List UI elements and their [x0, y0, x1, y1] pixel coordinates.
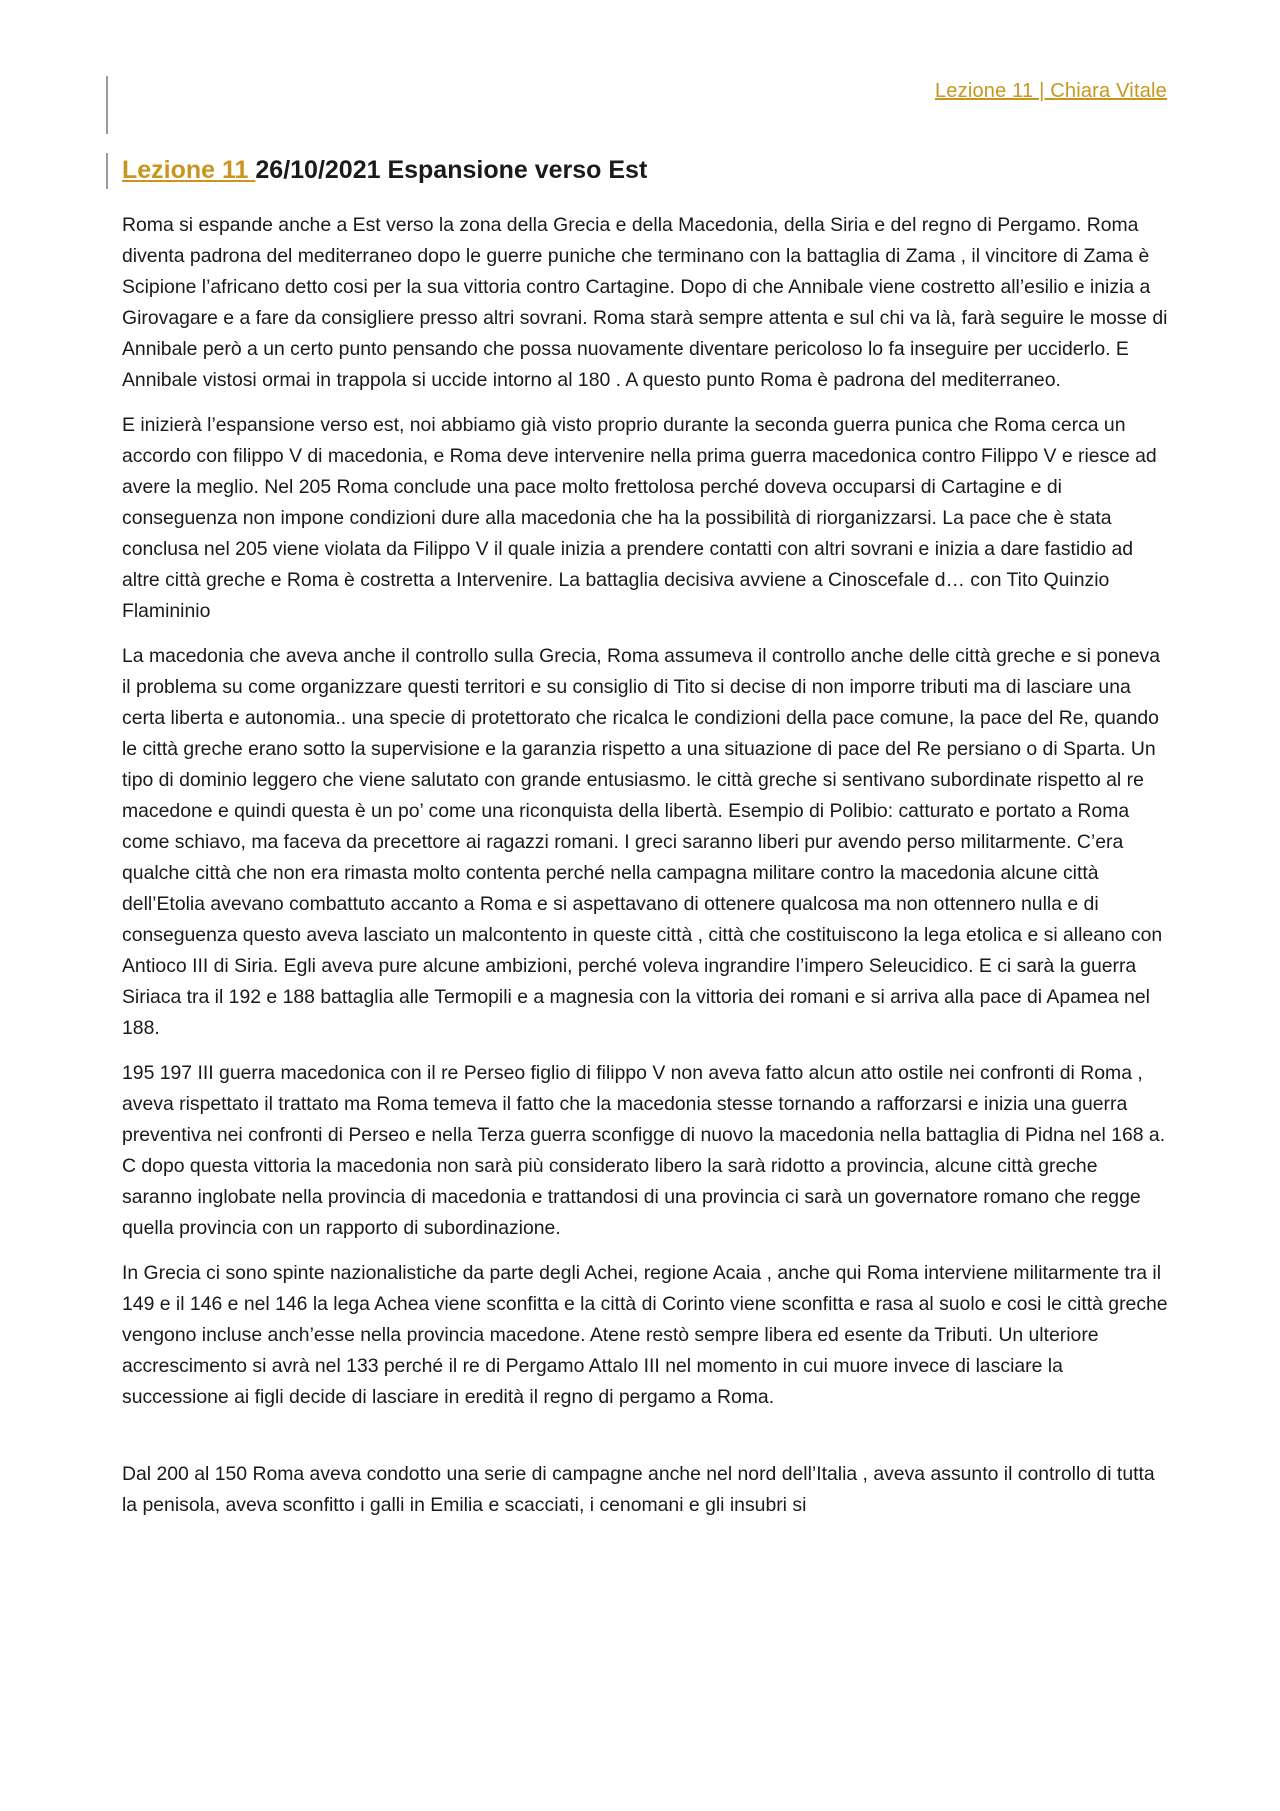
paragraph: In Grecia ci sono spinte nazionalistiche da parte degli Achei, regione Acaia , anche qui Roma interviene militarmente tra il 149 e il 146 e nel 146 la lega Achea viene sconfitta e la città di Corinto viene sconfitta e rasa al suolo e cosi le città greche vengono incluse anch’esse nella provincia macedone. Atene restò sempre libera ed esente da Tributi. Un ulteriore accrescimento si avrà nel 133 perché il re di Pergamo Attalo III nel momento in cui muore invece di lasciare la successione ai figli decide di lasciare in eredità il regno di pergamo a Roma. [122, 1262, 1168, 1408]
paragraph: La macedonia che aveva anche il controllo sulla Grecia, Roma assumeva il controllo anche delle città greche e si poneva il problema su come organizzare questi territori e su consiglio di Tito si decise di non imporre tributi ma di lasciare una certa liberta e autonomia.. una specie di protettorato che ricalca le condizioni della pace comune, la pace del Re, quando le città greche erano sotto la supervisione e la garanzia rispetto a una situazione di pace del Re persiano o di Sparta. Un tipo di dominio leggero che viene salutato con grande entusiasmo. le città greche si sentivano subordinate rispetto al re macedone e quindi questa è un po’ come una riconquista della libertà. Esempio di Polibio: catturato e portato a Roma come schiavo, ma faceva da precettore ai ragazzi romani. I greci saranno liberi pur avendo perso militarmente. C’era qualche città che non era rimasta molto contenta perché nella campagna militare contro la macedonia alcune città dell’Etolia avevano combattuto accanto a Roma e si aspettavano di ottenere qualcosa ma non ottennero nulla e di conseguenza questo aveva lasciato un malcontento in queste città , città che costituiscono la lega etolica e si alleano con Antioco III di Siria. Egli aveva pure alcune ambizioni, perché voleva ingrandire l’impero Seleucidico. E ci sarà la guerra Siriaca tra il 192 e 188 battaglia alle Termopili e a magnesia con la vittoria dei romani e si arriva alla pace di Apamea nel 188. [122, 645, 1163, 1039]
page-title [122, 156, 647, 185]
title-margin-line [106, 153, 108, 189]
paragraph: Roma si espande anche a Est verso la zona della Grecia e della Macedonia, della Siria e del regno di Pergamo. Roma diventa padrona del mediterraneo dopo le guerre puniche che terminano con la battaglia di Zama , il vincitore di Zama è Scipione l’africano detto cosi per la sua vittoria contro Cartagine. Dopo di che Annibale viene costretto all’esilio e inizia a Girovagare e a fare da consigliere presso altri sovrani. Roma starà sempre attenta e sul chi va là, farà seguire le mosse di Annibale però a un certo punto pensando che possa nuovamente diventare pericoloso lo fa inseguire per ucciderlo. E Annibale vistosi ormai in trappola si uccide intorno al 180 . A questo punto Roma è padrona del mediterraneo. [122, 214, 1168, 391]
running-header[interactable]: Lezione 11 | Chiara Vitale [934, 80, 1167, 102]
paragraph: E inizierà l’espansione verso est, noi abbiamo già visto proprio durante la seconda guerra punica che Roma cerca un accordo con filippo V di macedonia, e Roma deve intervenire nella prima guerra macedonica contro Filippo V e riesce ad avere la meglio. Nel 205 Roma conclude una pace molto frettolosa perché doveva occuparsi di Cartagine e di conseguenza non impone condizioni dure alla macedonia che ha la possibilità di riorganizzarsi. La pace che è stata conclusa nel 205 viene violata da Filippo V il quale inizia a prendere contatti con altri sovrani e inizia a dare fastidio ad altre città greche e Roma è costretta a Intervenire. La battaglia decisiva avviene a Cinoscefale d… con Tito Quinzio Flamininio [122, 414, 1157, 622]
header-margin-line [106, 76, 108, 134]
lesson-link[interactable]: Lezione 11 [122, 156, 256, 184]
paragraph: 195 197 III guerra macedonica con il re Perseo figlio di filippo V non aveva fatto alcun atto ostile nei confronti di Roma , aveva rispettato il trattato ma Roma temeva il fatto che la macedonia stesse tornando a rafforzarsi e inizia una guerra preventiva nei confronti di Perseo e nella Terza guerra sconfigge di nuovo la macedonia nella battaglia di Pidna nel 168 a. C dopo questa vittoria la macedonia non sarà più considerato libero la sarà ridotto a provincia, alcune città greche saranno inglobate nella provincia di macedonia e trattandosi di una provincia ci sarà un governatore romano che regge quella provincia con un rapporto di subordinazione. [122, 1062, 1166, 1239]
paragraph: Dal 200 al 150 Roma aveva condotto una serie di campagne anche nel nord dell’Italia , aveva assunto il controllo di tutta la penisola, aveva sconfitto i galli in Emilia e scacciati, i cenomani e gli insubri si [122, 1463, 1155, 1516]
title-text: 26/10/2021 Espansione verso Est [255, 156, 648, 184]
document-body [122, 210, 1172, 1535]
